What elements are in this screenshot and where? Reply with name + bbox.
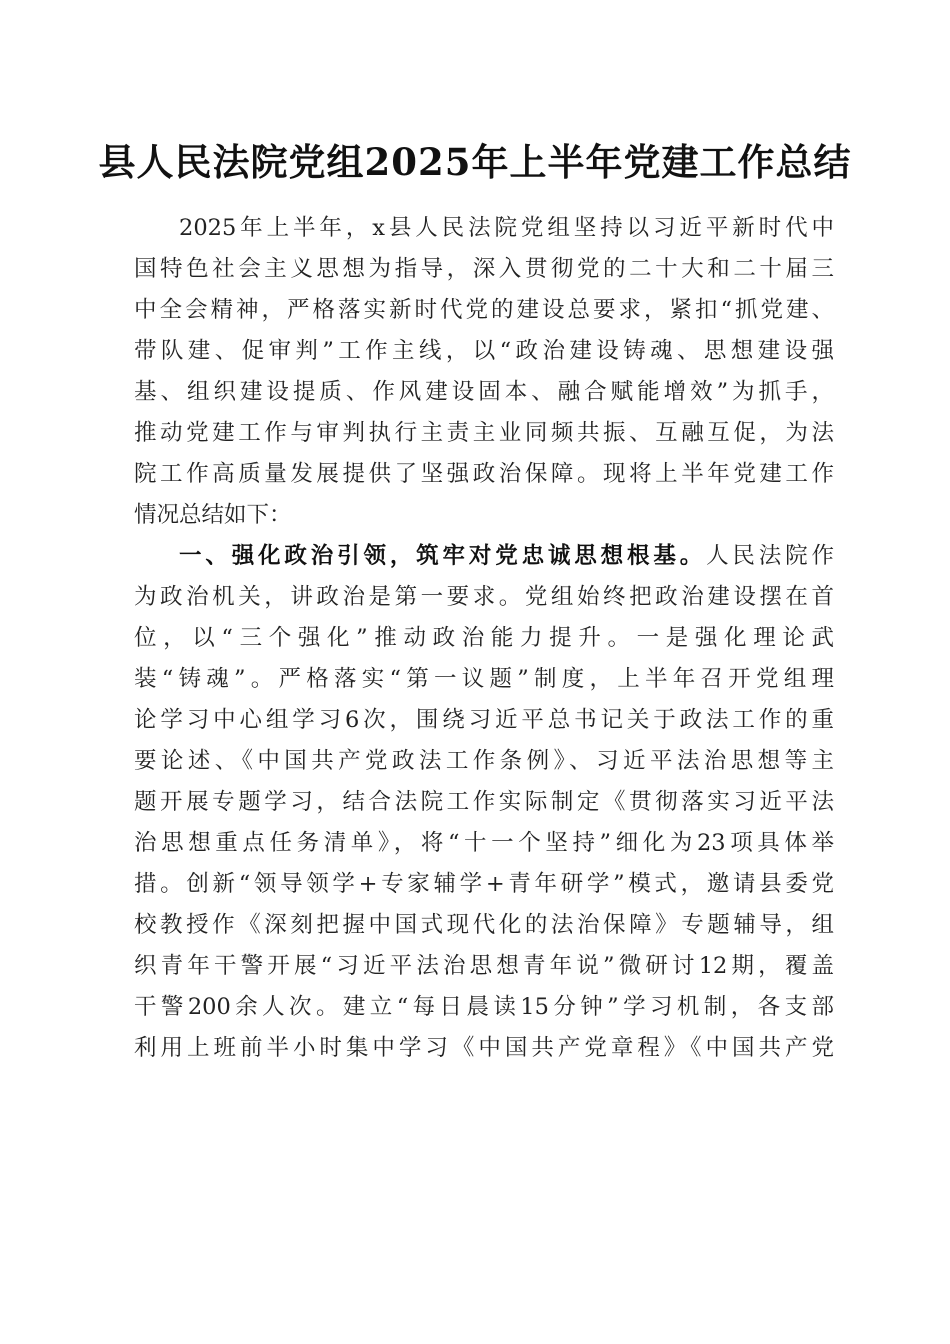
- paragraph-line: 织青年干警开展“习近平法治思想青年说”微研讨12期，覆盖: [134, 953, 834, 979]
- paragraph-line: 要论述、《中国共产党政法工作条例》、习近平法治思想等主: [134, 748, 834, 774]
- document-body: [134, 208, 834, 1069]
- paragraph-line: 论学习中心组学习6次，围绕习近平总书记关于政法工作的重: [134, 707, 834, 733]
- paragraph-line: 措。创新“领导领学+专家辅学+青年研学”模式，邀请县委党: [134, 871, 834, 897]
- paragraph-line: 情况总结如下：: [134, 502, 292, 528]
- paragraph-line: 干警200余人次。建立“每日晨读15分钟”学习机制，各支部: [134, 994, 834, 1020]
- paragraph-line: 院工作高质量发展提供了坚强政治保障。现将上半年党建工作: [134, 461, 834, 487]
- section-text: 人民法院作: [706, 543, 834, 569]
- section-heading-line: [134, 536, 834, 577]
- paragraph-line: 装“铸魂”。严格落实“第一议题”制度，上半年召开党组理: [134, 666, 834, 692]
- paragraph-line: 题开展专题学习，结合法院工作实际制定《贯彻落实习近平法: [134, 789, 834, 815]
- paragraph-line: 利用上班前半小时集中学习《中国共产党章程》《中国共产党: [134, 1035, 834, 1061]
- paragraph-line: 2025年上半年，x县人民法院党组坚持以习近平新时代中: [179, 215, 834, 241]
- paragraph-line: 治思想重点任务清单》，将“十一个坚持”细化为23项具体举: [134, 830, 834, 856]
- paragraph-line: 校教授作《深刻把握中国式现代化的法治保障》专题辅导，组: [134, 912, 834, 938]
- document-title: 县人民法院党组2025年上半年党建工作总结: [98, 140, 852, 184]
- paragraph-line: 为政治机关，讲政治是第一要求。党组始终把政治建设摆在首: [134, 584, 834, 610]
- paragraph-line: 基、组织建设提质、作风建设固本、融合赋能增效”为抓手，: [134, 379, 834, 405]
- paragraph-line: 推动党建工作与审判执行主责主业同频共振、互融互促，为法: [134, 420, 834, 446]
- paragraph-line: 中全会精神，严格落实新时代党的建设总要求，紧扣“抓党建、: [134, 297, 834, 323]
- paragraph-line: 国特色社会主义思想为指导，深入贯彻党的二十大和二十届三: [134, 256, 834, 282]
- section-heading: 一、强化政治引领，筑牢对党忠诚思想根基。: [179, 543, 707, 569]
- paragraph-line: 位，以“三个强化”推动政治能力提升。一是强化理论武: [134, 625, 834, 651]
- paragraph-line: 带队建、促审判”工作主线，以“政治建设铸魂、思想建设强: [134, 338, 834, 364]
